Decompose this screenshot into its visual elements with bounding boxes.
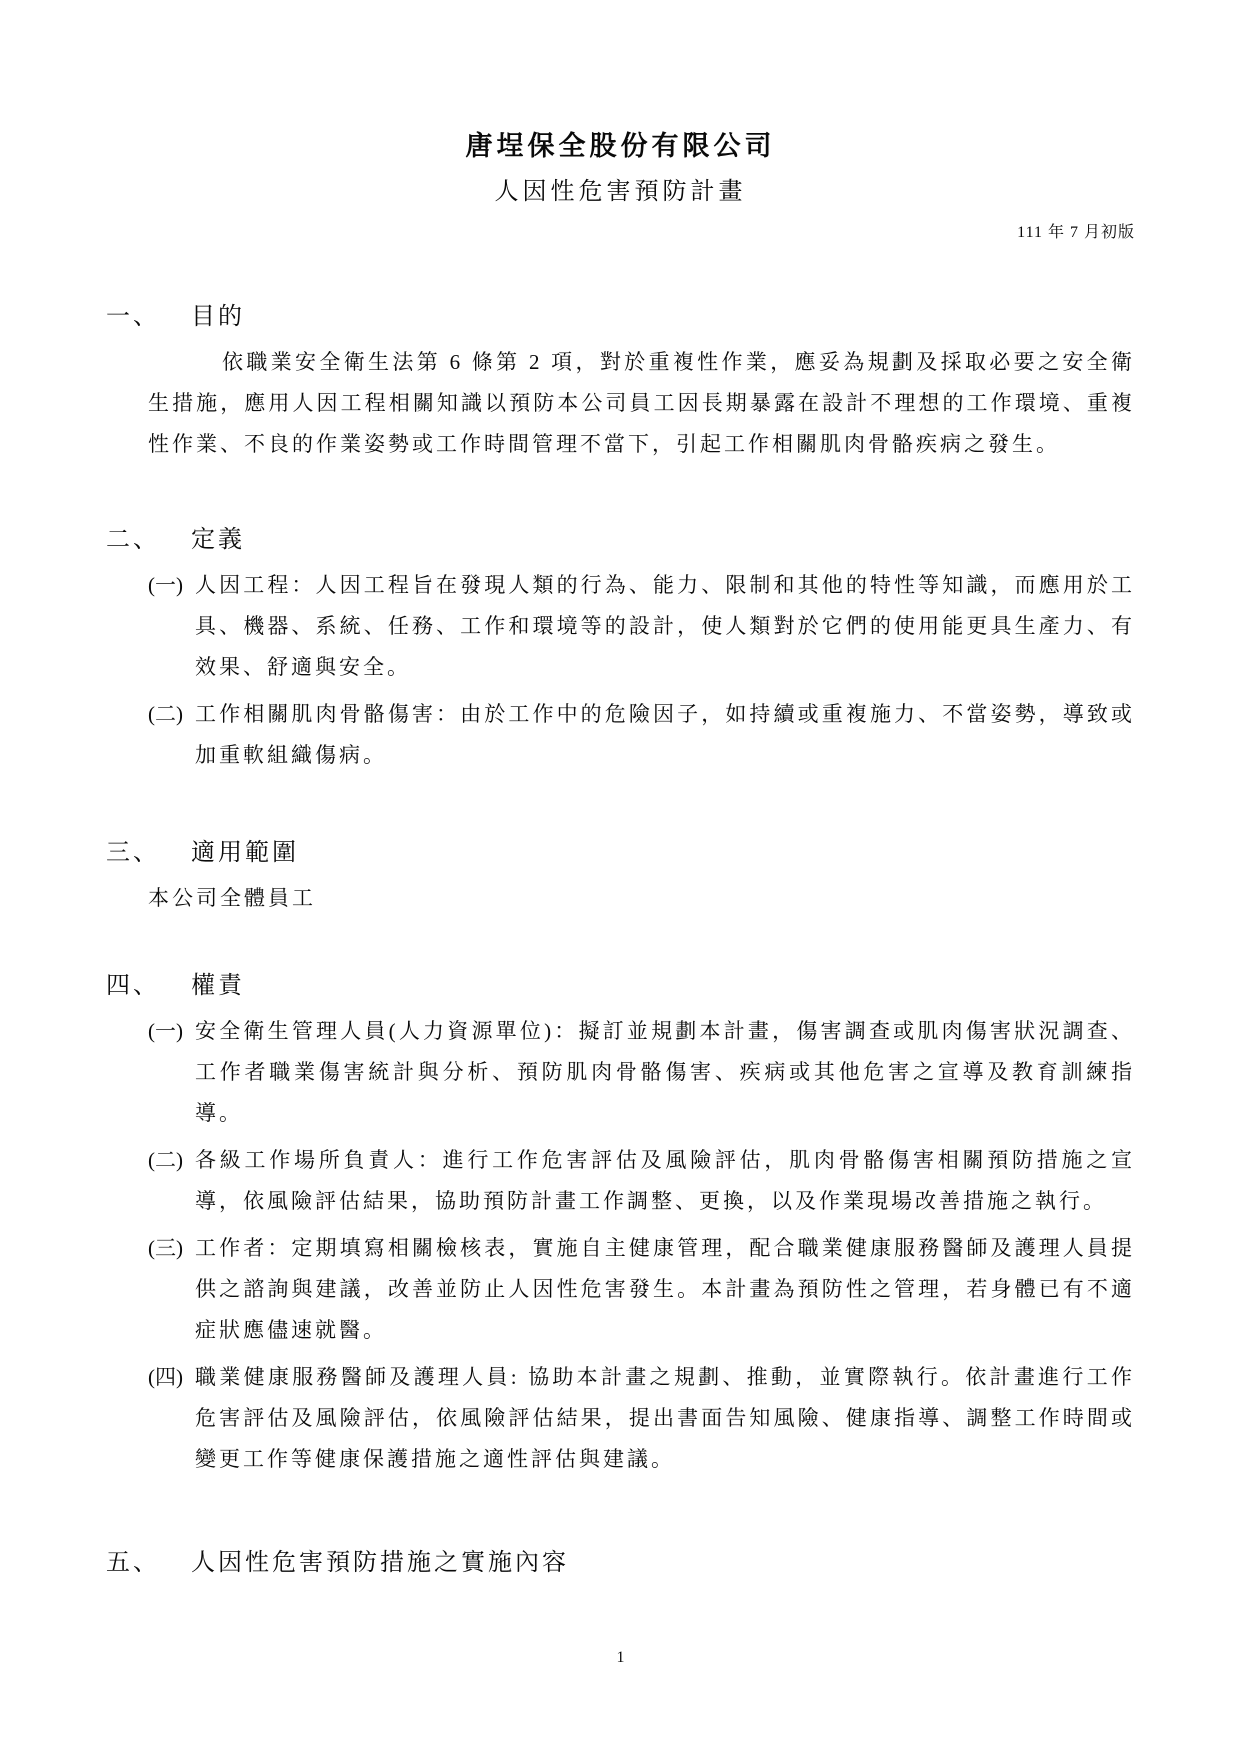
list-item (148, 1228, 1135, 1351)
item-marker: (四) (148, 1365, 183, 1389)
item-marker: (一) (148, 573, 183, 597)
list-item (148, 1140, 1135, 1222)
item-marker: (二) (148, 702, 183, 726)
item-text: 工作者：定期填寫相關檢核表，實施自主健康管理，配合職業健康服務醫師及護理人員提供之諮詢與建議，改善並防止人因性危害發生。本計畫為預防性之管理，若身體已有不適症狀應儘速就醫。 (195, 1236, 1135, 1342)
item-marker: (三) (148, 1236, 183, 1260)
list-item (148, 565, 1135, 688)
section-scope-heading (106, 836, 1135, 870)
section-number: 一、 (106, 304, 160, 330)
section-number: 四、 (106, 973, 160, 999)
section-heading-text: 目的 (191, 304, 245, 330)
purpose-paragraph: 依職業安全衛生法第 6 條第 2 項，對於重複性作業，應妥為規劃及採取必要之安全衛生措施，應用人因工程相關知識以預防本公司員工因長期暴露在設計不理想的工作環境、重複性作業、不良的作業姿勢或工作時間管理不當下，引起工作相關肌肉骨骼疾病之發生。 (148, 350, 1135, 456)
section-number: 五、 (106, 1550, 160, 1576)
section-heading-text: 權責 (191, 973, 245, 999)
section-definitions (106, 523, 1135, 776)
section-number: 二、 (106, 527, 160, 553)
section-responsibilities (106, 969, 1135, 1480)
list-item (148, 694, 1135, 776)
document-title: 唐埕保全股份有限公司 (465, 131, 776, 161)
item-text: 人因工程：人因工程旨在發現人類的行為、能力、限制和其他的特性等知識，而應用於工具、機器、系統、任務、工作和環境等的設計，使人類對於它們的使用能更具生產力、有效果、舒適與安全。 (195, 573, 1135, 679)
page-number: 1 (616, 1649, 625, 1666)
responsibilities-list (106, 1011, 1135, 1480)
section-purpose-heading (106, 300, 1135, 334)
list-item (148, 1357, 1135, 1480)
section-implementation-heading (106, 1546, 1135, 1580)
item-marker: (二) (148, 1148, 183, 1172)
item-marker: (一) (148, 1019, 183, 1043)
section-scope (106, 836, 1135, 919)
list-item (148, 1011, 1135, 1134)
section-heading-text: 定義 (191, 527, 245, 553)
section-implementation (106, 1546, 1135, 1580)
section-definitions-heading (106, 523, 1135, 557)
item-text: 工作相關肌肉骨骼傷害：由於工作中的危險因子，如持續或重複施力、不當姿勢，導致或加重軟組織傷病。 (195, 702, 1135, 767)
definitions-list (106, 565, 1135, 776)
item-text: 職業健康服務醫師及護理人員: 協助本計畫之規劃、推動，並實際執行。依計畫進行工作危害評估及風險評估，依風險評估結果，提出書面告知風險、健康指導、調整工作時間或變更工作等健康保護措施之適性評估與建議。 (195, 1365, 1135, 1471)
section-heading-text: 適用範圍 (191, 840, 299, 866)
section-purpose (106, 300, 1135, 465)
document-subtitle: 人因性危害預防計畫 (494, 179, 747, 205)
section-number: 三、 (106, 840, 160, 866)
section-heading-text: 人因性危害預防措施之實施內容 (191, 1550, 569, 1576)
version-note: 111 年 7 月初版 (1017, 224, 1135, 241)
item-text: 安全衛生管理人員(人力資源單位)：擬訂並規劃本計畫，傷害調查或肌肉傷害狀況調查、工作者職業傷害統計與分析、預防肌肉骨骼傷害、疾病或其他危害之宣導及教育訓練指導。 (195, 1019, 1135, 1125)
scope-paragraph: 本公司全體員工 (148, 886, 316, 910)
section-responsibilities-heading (106, 969, 1135, 1003)
item-text: 各級工作場所負責人：進行工作危害評估及風險評估，肌肉骨骼傷害相關預防措施之宣導，依風險評估結果，協助預防計畫工作調整、更換，以及作業現場改善措施之執行。 (195, 1148, 1135, 1213)
